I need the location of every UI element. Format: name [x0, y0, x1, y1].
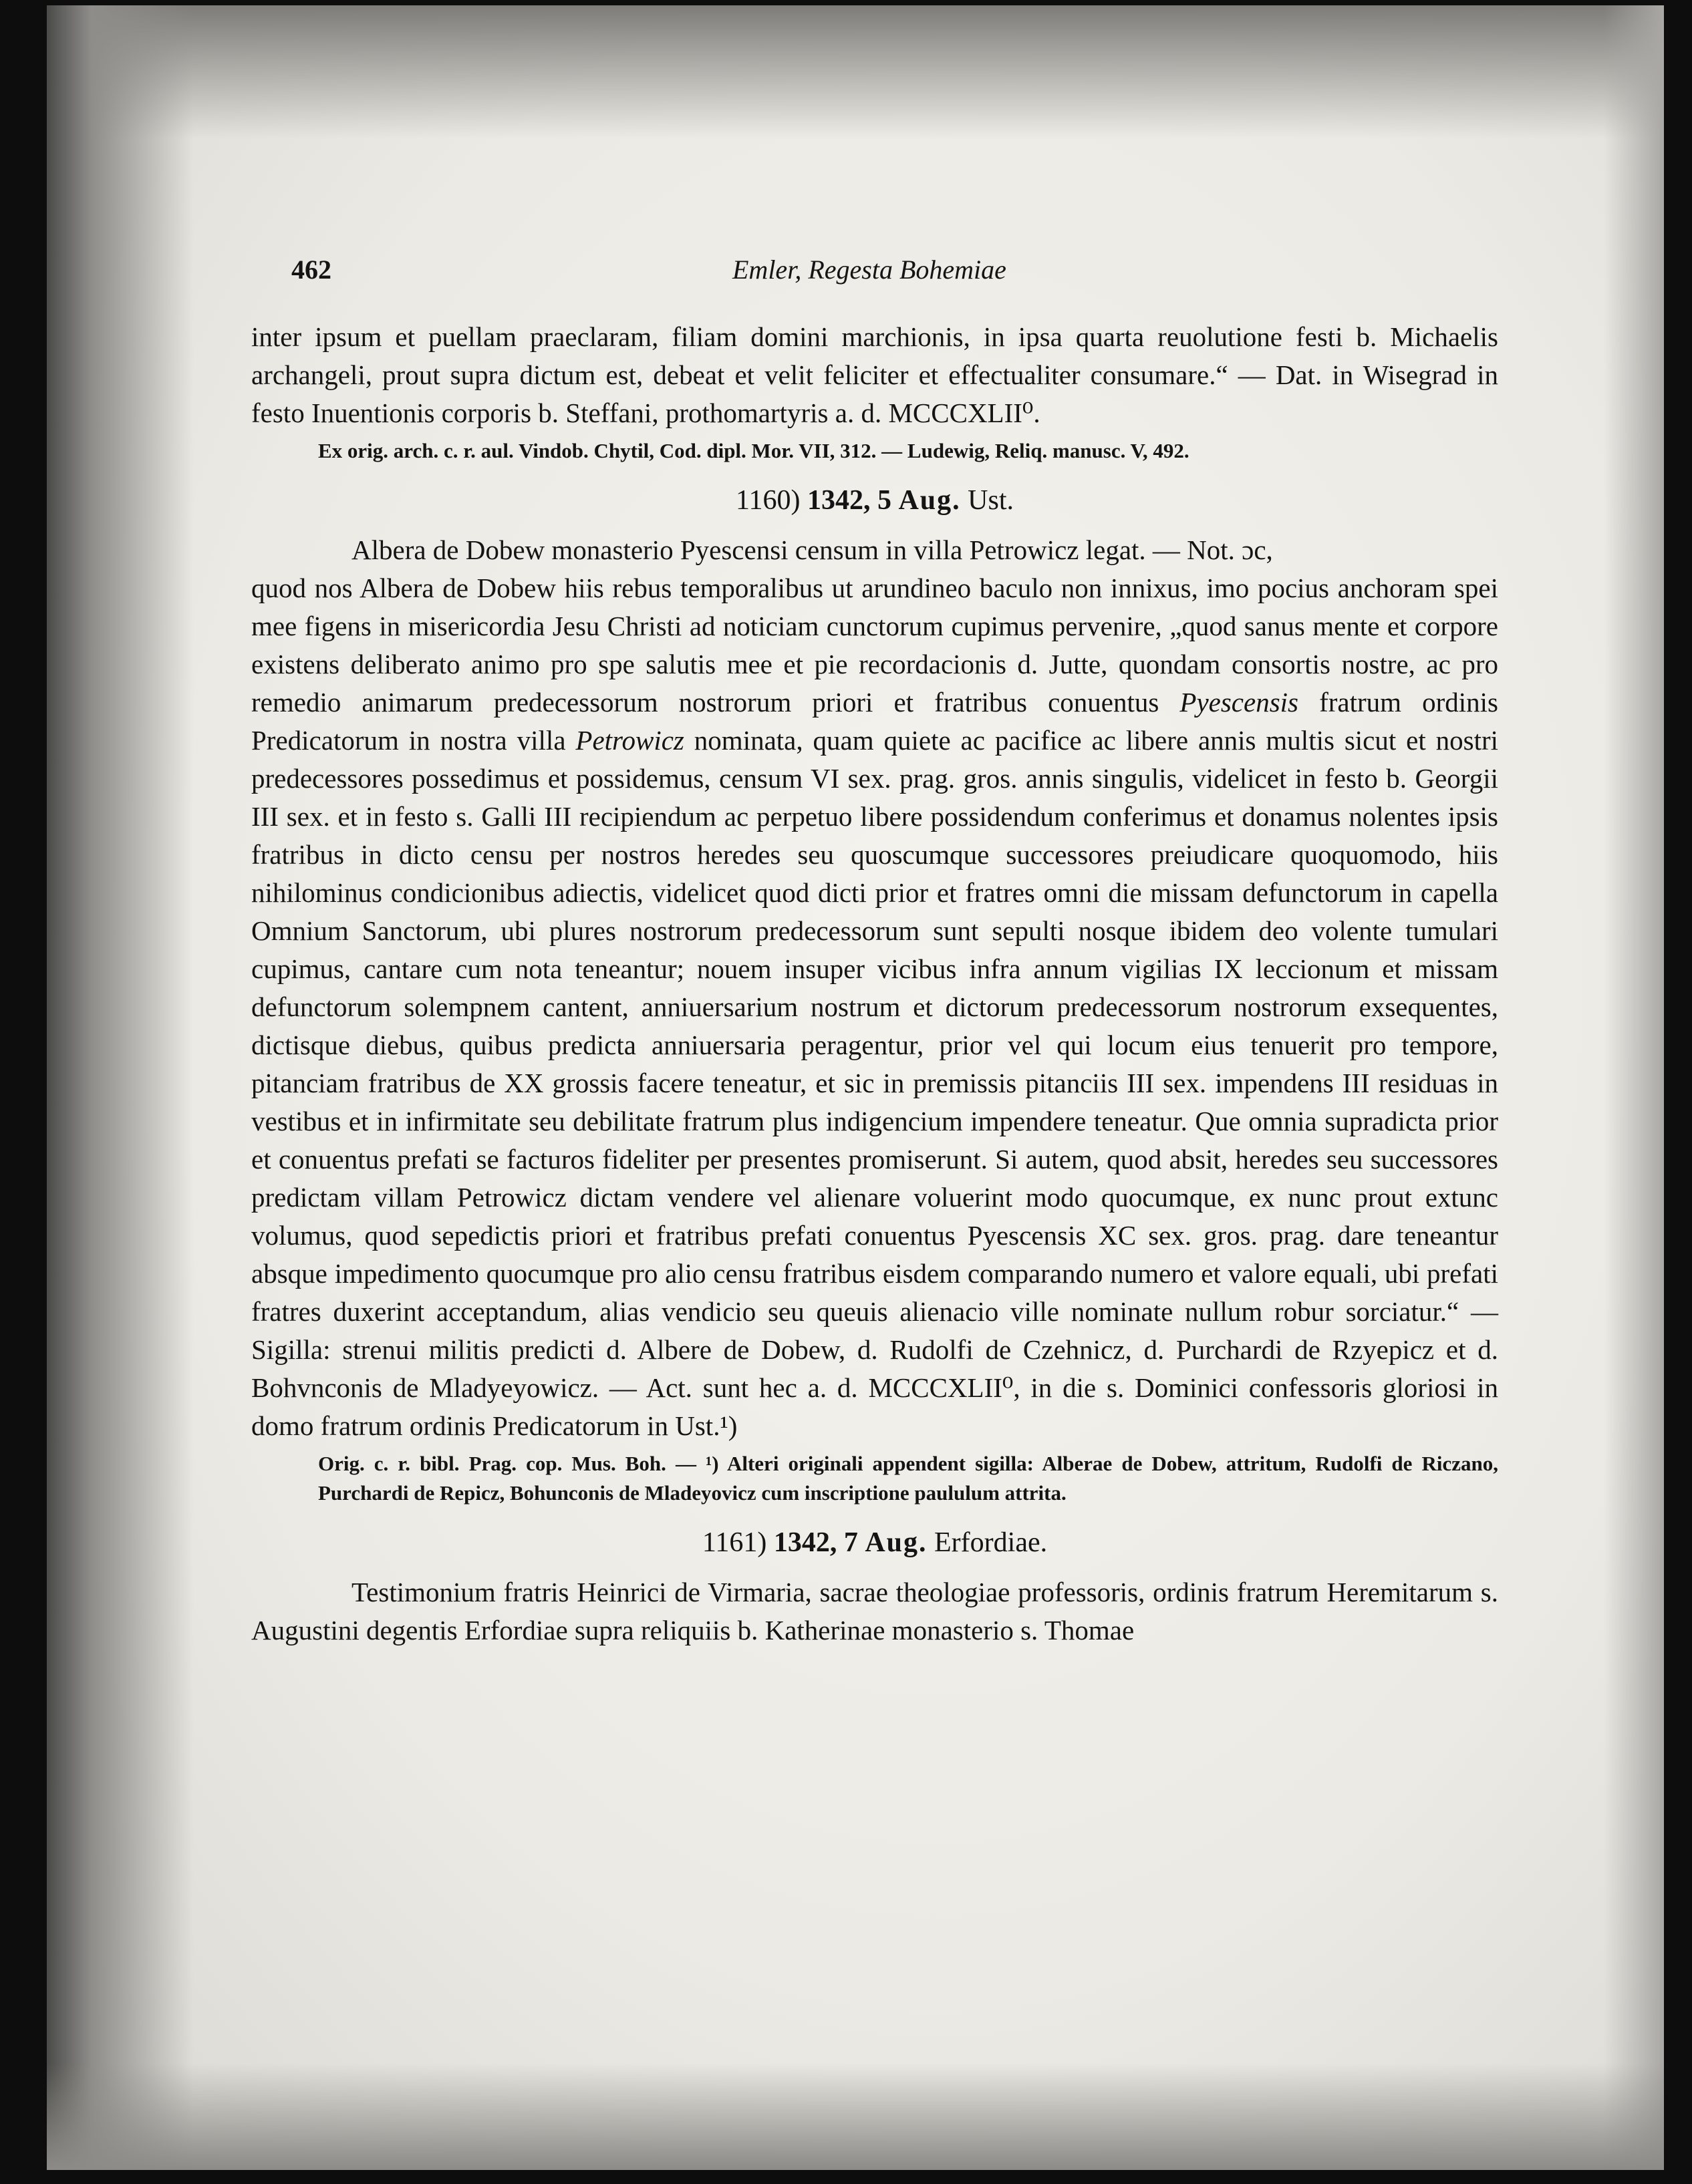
entry-1160-source: Orig. c. r. bibl. Prag. cop. Mus. Boh. — ¹) Alteri originali appendent sigilla: Alberae de Dobew, attritum, Rudolfi de Riczano, Purchardi de Repicz, Bohunconis de Mladeyovicz cum inscriptione paululum attrita. [318, 1452, 1498, 1505]
previous-entry-text: inter ipsum et puellam praeclaram, filiam domini marchionis, in ipsa quarta reuolutione festi b. Michaelis archangeli, prout supra dictum est, debeat et velit feliciter et effectualiter consumare.“ — Dat. in Wisegrad in festo Inuentionis corporis b. Steffani, prothomartyris a. d. MCCCXLII⁰. [251, 321, 1498, 428]
entry-1160-summary: Albera de Dobew monasterio Pyescensi censum in villa Petrowicz legat. — Not. ɔc, [351, 534, 1273, 565]
entry-1160-text-part2: fratrum ordinis Predicatorum in nostra villa [251, 687, 1498, 756]
scan-shadow-bottom [47, 2063, 1664, 2170]
page-number: 462 [291, 255, 331, 285]
entry-month: Aug. [865, 1527, 928, 1558]
entry-1161-heading [251, 1523, 1498, 1563]
entry-number: 1160) [736, 485, 801, 516]
running-title: Emler, Regesta Bohemiae [732, 255, 1006, 285]
previous-entry-continuation [251, 318, 1498, 432]
entry-1160-text-part3: nominata, quam quiete ac pacifice ac libere annis multis sicut et nostri predecessores possedimus et possidemus, censum VI sex. prag. gros. annis singulis, videlicet in festo b. Georgii III sex. et in festo s. Galli III recipiendum ac perpetuo libere possidendum conferimus et donamus nolentes ipsis fratribus in dicto censu per nostros heredes seu quoscumque successores preiudicare quoquomodo, hiis nihilominus condicionibus adiectis, videlicet quod dicti prior et fratres omni die missam defunctorum in capella Omnium Sanctorum, ubi plures nostrorum predecessorum sunt sepulti nosque ibidem deo volente tumulari cupimus, cantare cum nota teneantur; nouem insuper vicibus infra annum vigilias IX leccionum et missam defunctorum solempnem cantent, anniuersarium nostrum et dictorum predecessorum nostrorum exsequentes, dictisque diebus, quibus predicta anniuersaria peragentur, prior vel qui locum eius tenuerit pro tempore, pitanciam fratribus de XX grossis facere teneatur, et sic in premissis pitanciis III sex. impendens III residuas in vestibus et in infirmitate seu debilitate fratrum plus indigencium impendere teneatur. Que omnia supradicta prior et conuentus prefati se facturos fideliter per presentes promiserunt. Si autem, quod absit, heredes seu successores predictam villam Petrowicz dictam vendere vel alienare voluerint modo quocumque, ex nunc prout extunc volumus, quod sepedictis priori et fratribus prefati conuentus Pyescensis XC sex. gros. prag. dare teneantur absque impedimento quocumque pro alio censu fratribus eisdem comparando numero et valore equali, ubi prefati fratres duxerint acceptandum, alias vendicio seu queuis alienacio ville nominate nullum robur sorciatur.“ — Sigilla: strenui militis predicti d. Albere de Dobew, d. Rudolfi de Czehnicz, d. Purchardi de Rzyepicz et d. Bohvnconis de Mladyeyowicz. — Act. sunt hec a. d. MCCCXLII⁰, in die s. Dominici confessoris gloriosi in domo fratrum ordinis Predicatorum in Ust.¹) [251, 725, 1499, 1441]
entry-1161-text: Testimonium fratris Heinrici de Virmaria, sacrae theologiae professoris, ordinis fratrum Heremitarum s. Augustini degentis Erfordiae supra reliquiis b. Katherinae monasterio s. Thomae [251, 1577, 1498, 1646]
scan-shadow-top [47, 5, 1664, 139]
entry-1160-text [251, 569, 1498, 1445]
place-name-petrowicz: Petrowicz [575, 725, 684, 756]
entry-date: 1342, 7 [773, 1527, 858, 1558]
entry-1161-body [251, 1573, 1498, 1650]
scan-shadow-right [1604, 5, 1664, 2170]
entry-1160-body [251, 531, 1498, 1445]
entry-place: Ust. [968, 485, 1014, 516]
place-name-pyescensis: Pyescensis [1179, 687, 1298, 718]
page-content [251, 254, 1498, 1650]
previous-entry-source: Ex orig. arch. c. r. aul. Vindob. Chytil, Cod. dipl. Mor. VII, 312. — Ludewig, Reliq. manusc. V, 492. [318, 439, 1189, 462]
entry-place: Erfordiae. [934, 1527, 1048, 1558]
entry-month: Aug. [898, 485, 961, 516]
entry-number: 1161) [702, 1527, 767, 1558]
entry-date: 1342, 5 [807, 485, 891, 516]
scan-shadow-left [47, 5, 194, 2170]
running-head [251, 254, 1498, 301]
entry-1160-heading [251, 480, 1498, 520]
entry-1160-text-part1: quod nos Albera de Dobew hiis rebus temporalibus ut arundineo baculo non innixus, imo pocius anchoram spei mee figens in misericordia Jesu Christi ad noticiam cunctorum cupimus pervenire, „quod sanus mente et corpore existens deliberato animo pro spe salutis mee et pie recordacionis d. Jutte, quondam consortis nostre, ac pro remedio animarum predecessorum nostrorum priori et fratribus conuentus [251, 573, 1498, 718]
